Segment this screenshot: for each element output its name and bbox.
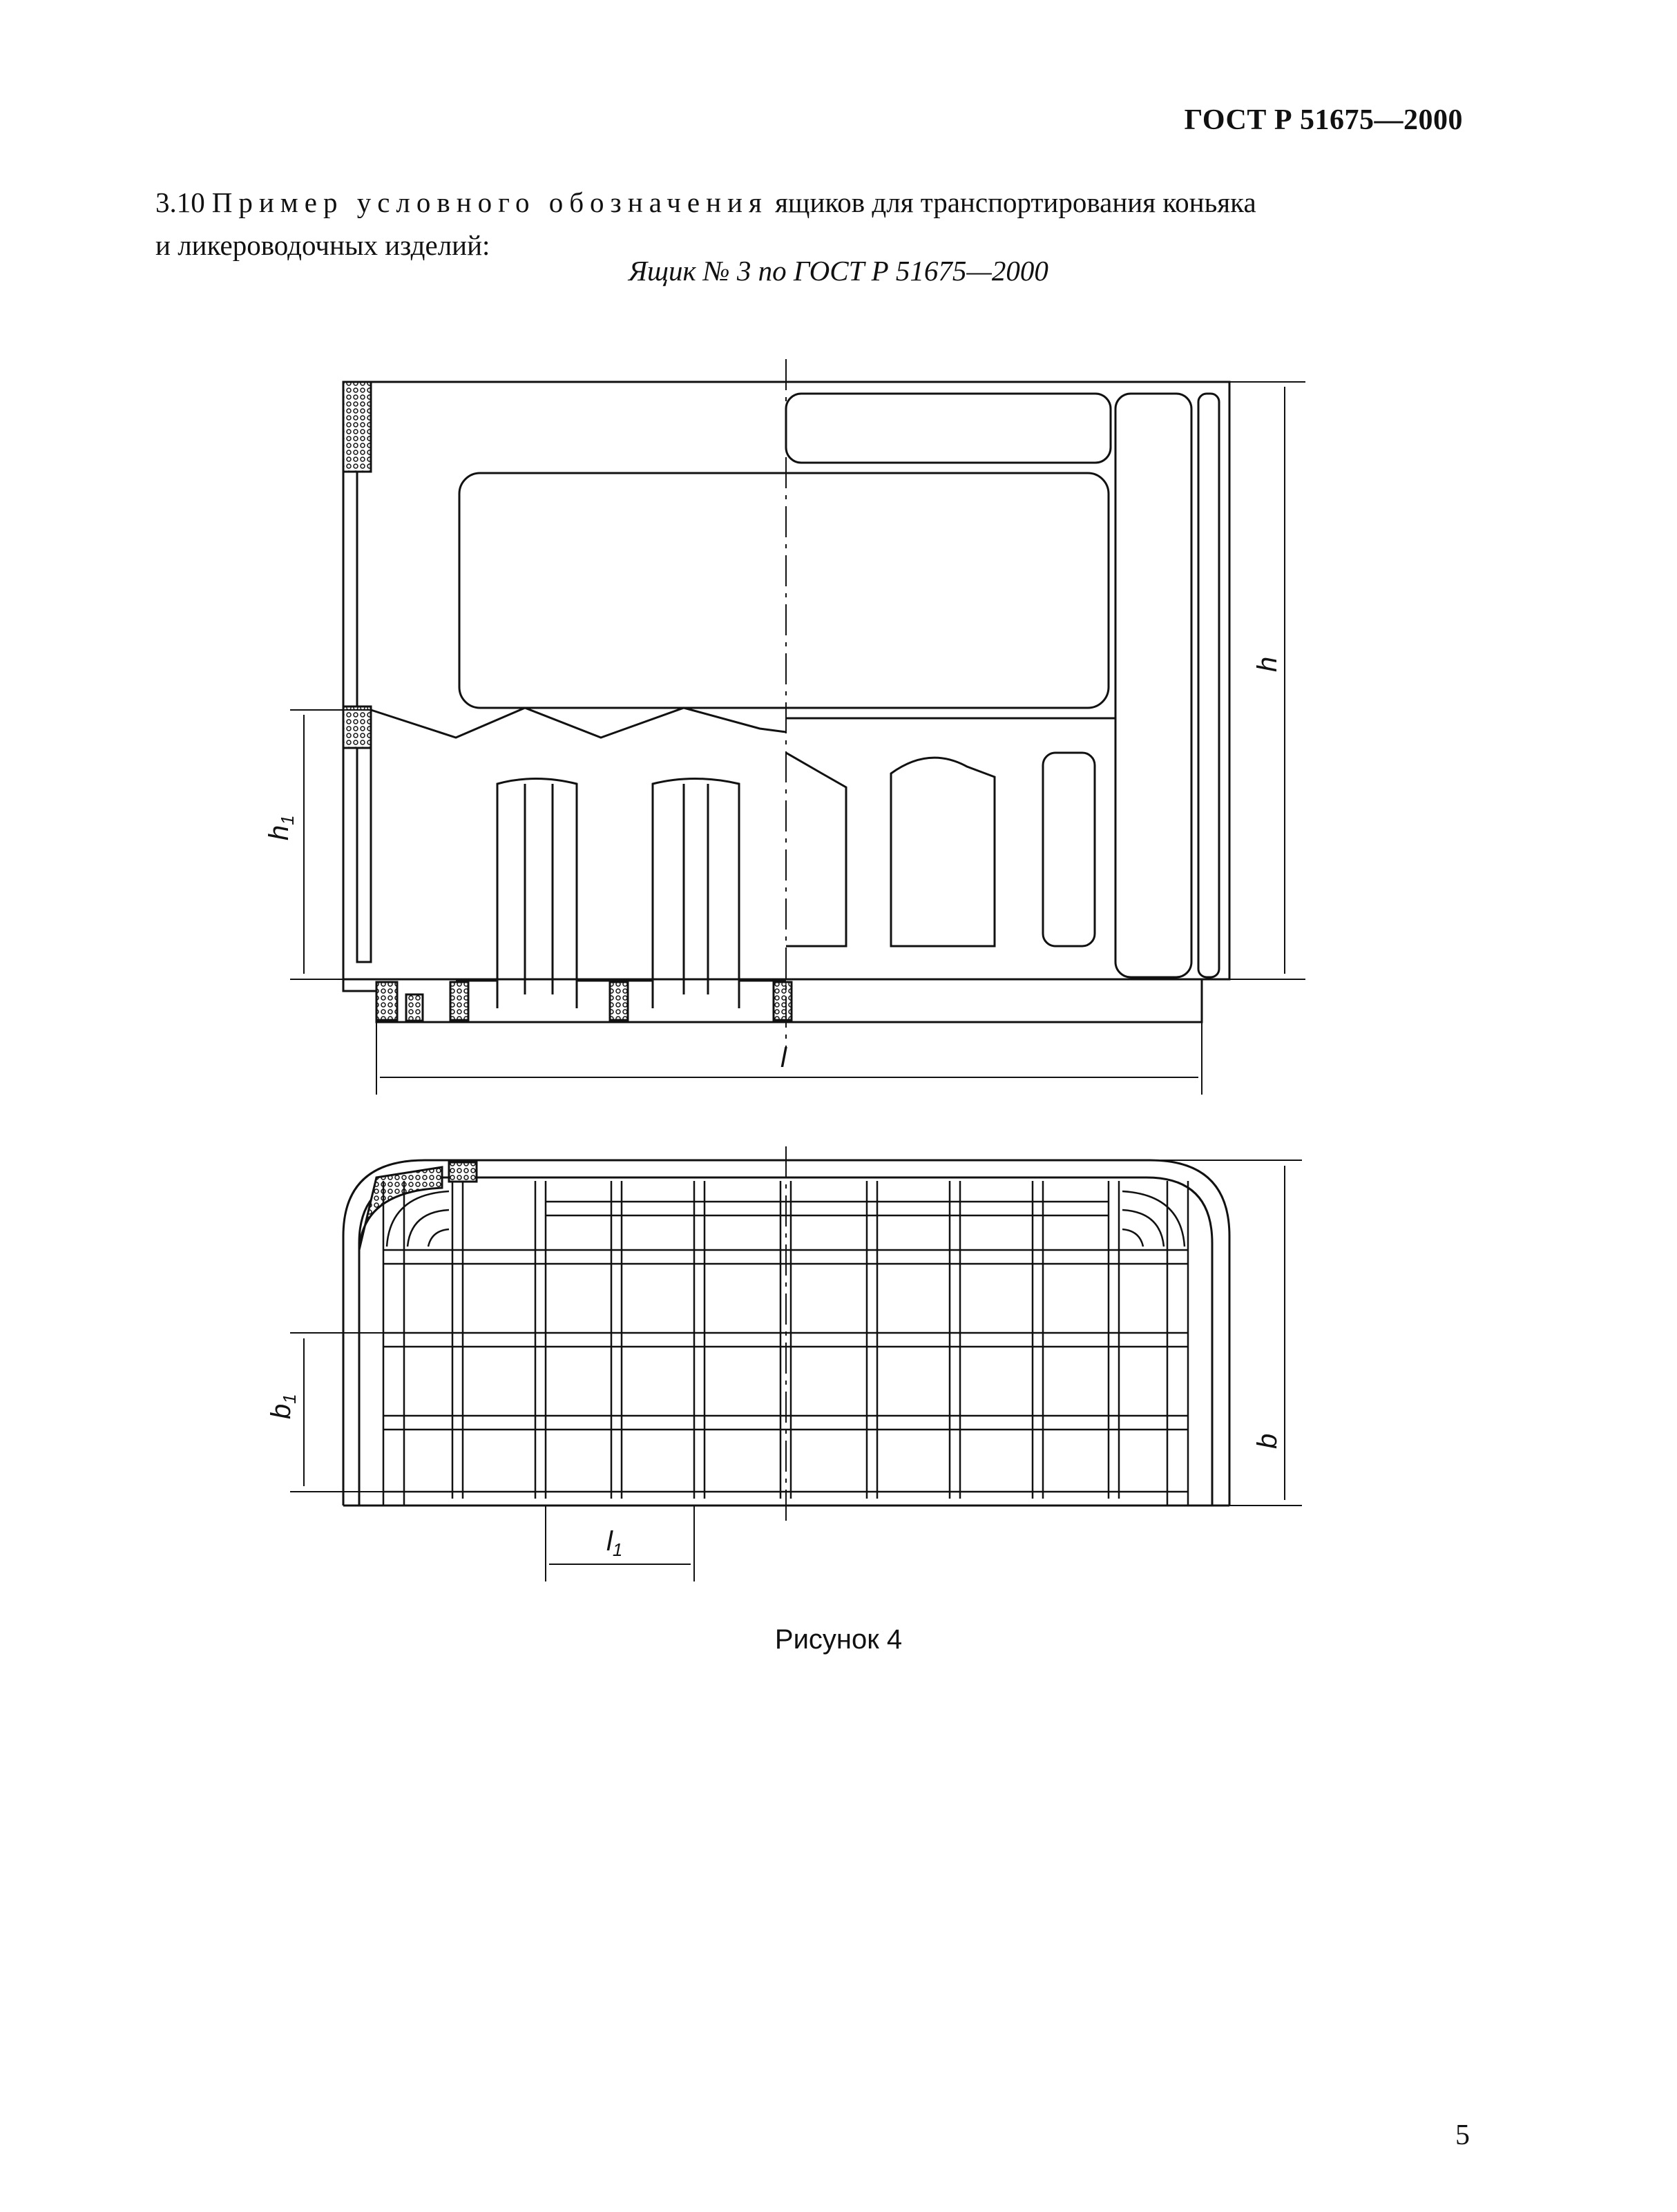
dim-b1-main: b — [266, 1403, 296, 1419]
dim-b1-sub: 1 — [279, 1394, 300, 1404]
dim-h1 — [264, 815, 298, 840]
section-number: 3.10 — [155, 186, 205, 218]
dim-b: b — [1252, 1433, 1283, 1449]
standard-designation: ГОСТ Р 51675—2000 — [1184, 104, 1463, 136]
top-dimensions — [290, 1160, 1302, 1581]
dim-l: l — [780, 1043, 787, 1073]
section-title: Пример условного обозначения — [211, 186, 768, 218]
top-view — [343, 1146, 1229, 1526]
dim-l1-main: l — [606, 1526, 613, 1557]
dim-l1 — [606, 1526, 622, 1560]
dim-h1-main: h — [264, 825, 294, 840]
dim-l1-sub: 1 — [612, 1539, 623, 1560]
dim-b1 — [266, 1394, 300, 1419]
designation-example: Ящик № 3 по ГОСТ Р 51675—2000 — [629, 255, 1048, 287]
figure-caption: Рисунок 4 — [774, 1624, 903, 1655]
dim-h: h — [1252, 656, 1283, 672]
section-text-line1: ящиков для транспортирования коньяка — [775, 186, 1256, 218]
dim-h1-sub: 1 — [277, 815, 298, 825]
front-view — [343, 359, 1229, 1050]
front-dimensions — [290, 382, 1305, 1095]
page-number: 5 — [1455, 2119, 1470, 2151]
section-text-line2: и ликероводочных изделий: — [155, 229, 490, 261]
